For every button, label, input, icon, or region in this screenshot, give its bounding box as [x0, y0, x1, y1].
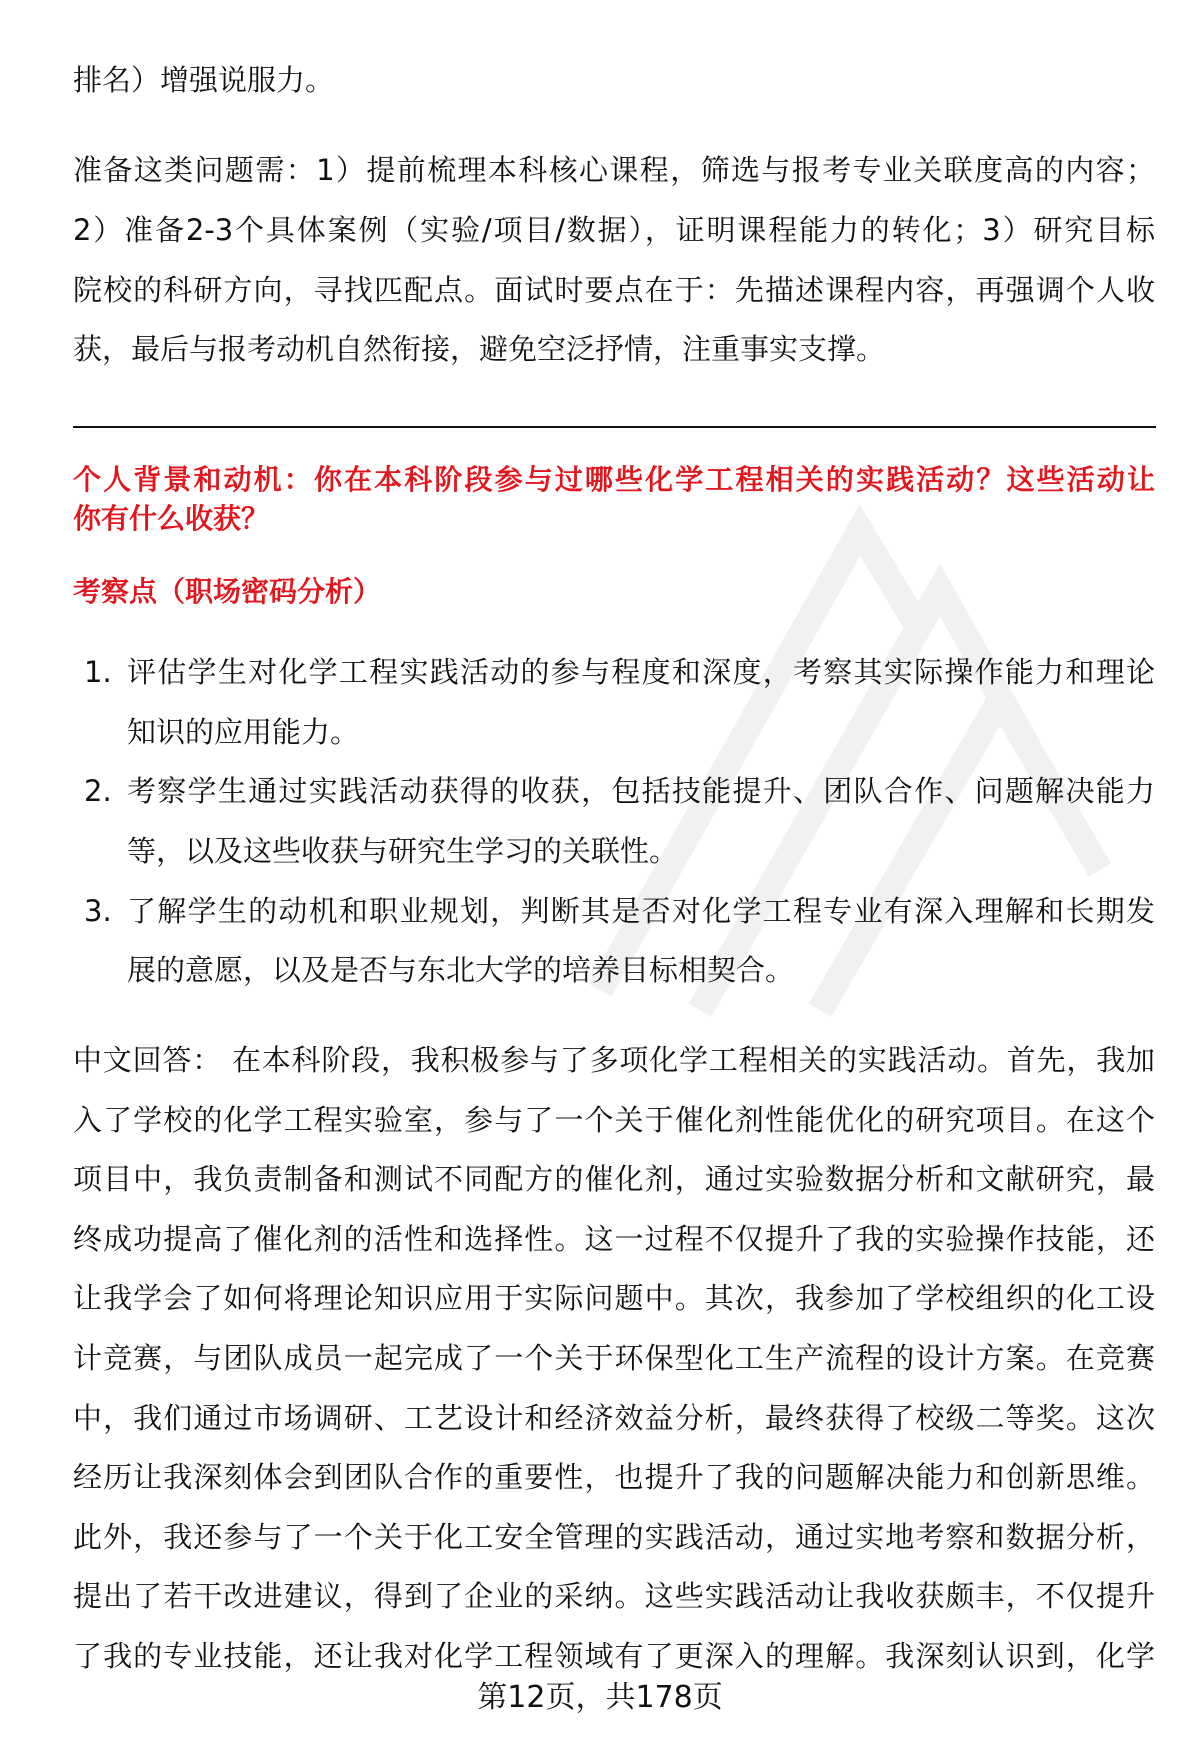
prep-line: 准备这类问题需：1）提前梳理本科核心课程，筛选与报考专业关联度高的内容；: [73, 153, 1155, 187]
page-number: 第12页，共178页: [477, 1680, 723, 1715]
question-heading: 你有什么收获？: [73, 502, 270, 535]
prep-line: 获，最后与报考动机自然衔接，避免空泛抒情，注重事实支撑。: [73, 332, 886, 366]
answer-line: 了我的专业技能，还让我对化学工程领域有了更深入的理解。我深刻认识到，化学: [73, 1639, 1155, 1673]
list-item: 知识的应用能力。: [127, 715, 360, 749]
prep-line: 院校的科研方向，寻找匹配点。面试时要点在于：先描述课程内容，再强调个人收: [73, 273, 1155, 307]
answer-line: 终成功提高了催化剂的活性和选择性。这一过程不仅提升了我的实验操作技能，还: [73, 1221, 1155, 1256]
list-item: 等，以及这些收获与研究生学习的关联性。: [127, 834, 679, 868]
list-item: 评估学生对化学工程实践活动的参与程度和深度，考察其实际操作能力和理论: [127, 655, 1155, 689]
intro-line: 排名）增强说服力。: [73, 63, 335, 97]
answer-line: 让我学会了如何将理论知识应用于实际问题中。其次，我参加了学校组织的化工设: [73, 1281, 1155, 1316]
section-divider: [73, 426, 1156, 428]
list-number: 3.: [84, 894, 112, 928]
answer-line: 经历让我深刻体会到团队合作的重要性，也提升了我的问题解决能力和创新思维。: [73, 1460, 1155, 1495]
list-number: 1.: [84, 655, 112, 689]
list-item: 考察学生通过实践活动获得的收获，包括技能提升、团队合作、问题解决能力: [127, 774, 1155, 808]
answer-line: 项目中，我负责制备和测试不同配方的催化剂，通过实验数据分析和文献研究，最: [73, 1162, 1155, 1197]
analysis-subheading: 考察点（职场密码分析）: [73, 575, 382, 608]
list-number: 2.: [84, 774, 112, 808]
answer-line: 此外，我还参与了一个关于化工安全管理的实践活动，通过实地考察和数据分析，: [73, 1519, 1155, 1554]
list-item: 了解学生的动机和职业规划，判断其是否对化学工程专业有深入理解和长期发: [127, 894, 1155, 928]
watermark: [560, 470, 1120, 1030]
answer-line: 中文回答： 在本科阶段，我积极参与了多项化学工程相关的实践活动。首先，我加: [73, 1043, 1155, 1077]
answer-line: 提出了若干改进建议，得到了企业的采纳。这些实践活动让我收获颇丰，不仅提升: [73, 1579, 1155, 1614]
answer-line: 计竞赛，与团队成员一起完成了一个关于环保型化工生产流程的设计方案。在竞赛: [73, 1341, 1155, 1375]
answer-line: 入了学校的化学工程实验室，参与了一个关于催化剂性能优化的研究项目。在这个: [73, 1102, 1155, 1137]
prep-line: 2）准备2-3个具体案例（实验/项目/数据），证明课程能力的转化；3）研究目标: [73, 213, 1155, 247]
list-item: 展的意愿，以及是否与东北大学的培养目标相契合。: [127, 953, 795, 987]
answer-line: 中，我们通过市场调研、工艺设计和经济效益分析，最终获得了校级二等奖。这次: [73, 1400, 1155, 1435]
question-heading: 个人背景和动机：你在本科阶段参与过哪些化学工程相关的实践活动？这些活动让: [73, 463, 1155, 496]
